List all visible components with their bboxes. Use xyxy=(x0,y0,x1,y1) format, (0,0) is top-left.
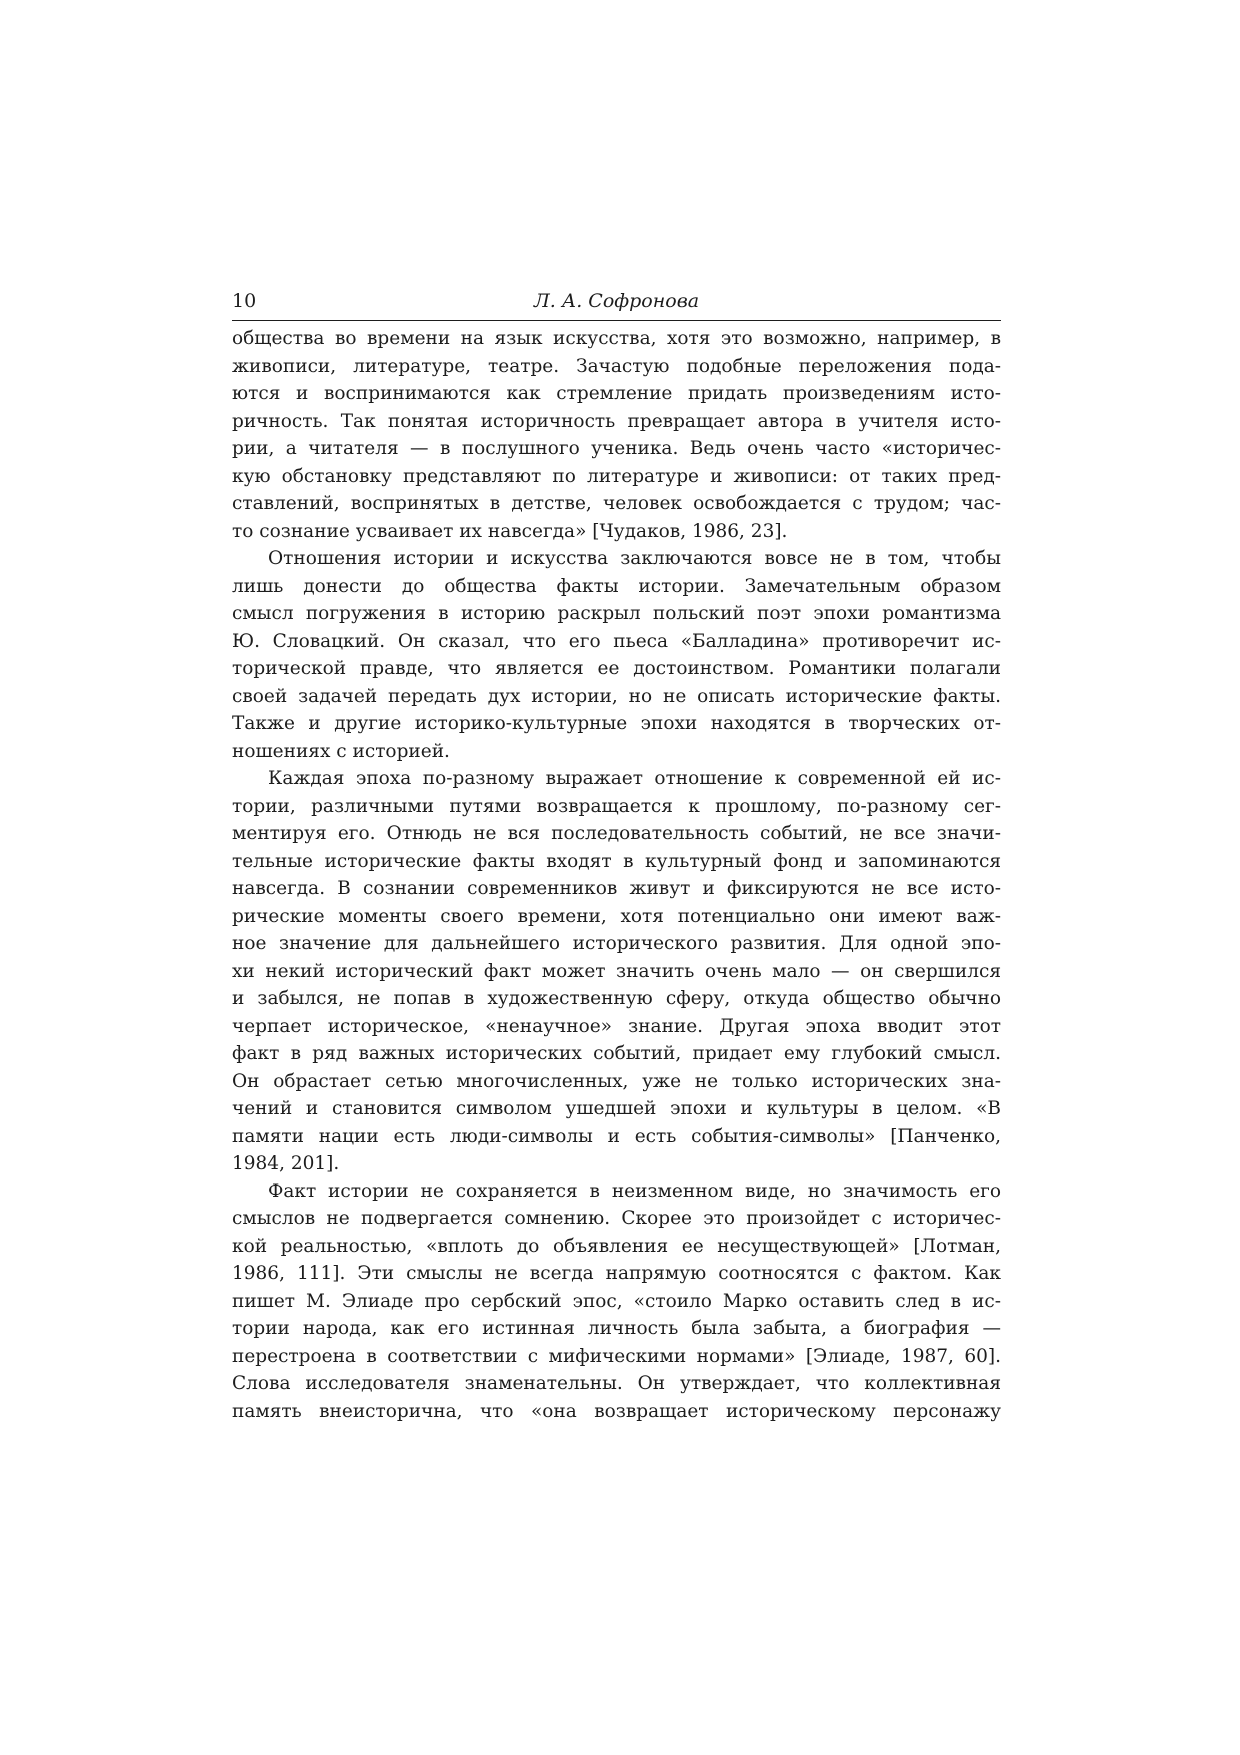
book-page xyxy=(232,288,1001,1425)
text-line: кую обстановку представляют по литературе и живописи: от таких пред- xyxy=(232,465,1001,487)
page-number: 10 xyxy=(232,290,257,312)
text-line: Отношения истории и искусства заключаются вовсе не в том, чтобы xyxy=(268,548,1001,569)
running-head-author: Л. А. Софронова xyxy=(533,290,700,312)
text-line: чений и становится символом ушедшей эпохи и культуры в целом. «В xyxy=(232,1098,1001,1119)
text-line: Он обрастает сетью многочисленных, уже не только исторических зна- xyxy=(232,1070,1001,1092)
text-line: Факт истории не сохраняется в неизменном виде, но значимость его xyxy=(268,1180,1001,1202)
text-line: ношениях с историей. xyxy=(232,740,450,762)
text-line: смыслов не подвергается сомнению. Скорее это произойдет с историчес- xyxy=(232,1208,1001,1229)
text-line: торической правде, что является ее достоинством. Романтики полагали xyxy=(232,658,1001,679)
text-line: кой реальностью, «вплоть до объявления ее несуществующей» [Лотман, xyxy=(232,1235,1001,1257)
text-line: Слова исследователя знаменательны. Он утверждает, что коллективная xyxy=(232,1373,1001,1394)
text-line: тории народа, как его истинная личность была забыта, а биография — xyxy=(232,1318,1001,1339)
text-line: пишет М. Элиаде про сербский эпос, «стоило Марко оставить след в ис- xyxy=(232,1290,1001,1312)
text-line: черпает историческое, «ненаучное» знание. Другая эпоха вводит этот xyxy=(232,1015,1001,1037)
text-line: рические моменты своего времени, хотя потенциально они имеют важ- xyxy=(232,905,1001,927)
text-line: ставлений, воспринятых в детстве, человек освобождается с трудом; час- xyxy=(232,493,1001,514)
text-line: Каждая эпоха по-разному выражает отношение к современной ей ис- xyxy=(268,768,1001,789)
text-line: рии, а читателя — в послушного ученика. Ведь очень часто «историчес- xyxy=(232,438,1001,459)
text-line: 1986, 111]. Эти смыслы не всегда напрямую соотносятся с фактом. Как xyxy=(232,1263,1001,1284)
text-line: память внеисторична, что «она возвращает историческому персонажу xyxy=(232,1400,1001,1422)
text-line: тории, различными путями возвращается к прошлому, по-разному сег- xyxy=(232,795,1001,817)
text-line: Ю. Словацкий. Он сказал, что его пьеса «Балладина» противоречит ис- xyxy=(232,630,1001,652)
text-line: хи некий исторический факт может значить очень мало — он свершился xyxy=(232,960,1001,982)
text-line: своей задачей передать дух истории, но не описать исторические факты. xyxy=(232,685,1001,707)
running-head xyxy=(232,288,1001,321)
text-line: Также и другие историко-культурные эпохи находятся в творческих от- xyxy=(232,713,1001,734)
text-line: 1984, 201]. xyxy=(232,1153,340,1174)
text-line: то сознание усваивает их навсегда» [Чудаков, 1986, 23]. xyxy=(232,520,788,542)
text-line: живописи, литературе, театре. Зачастую подобные переложения пода- xyxy=(232,355,1001,377)
body-text xyxy=(232,325,1001,1425)
text-line: тельные исторические факты входят в культурный фонд и запоминаются xyxy=(232,850,1001,872)
text-line: смысл погружения в историю раскрыл польский поэт эпохи романтизма xyxy=(232,603,1001,624)
text-line: перестроена в соответствии с мифическими нормами» [Элиаде, 1987, 60]. xyxy=(232,1345,1001,1367)
text-line: факт в ряд важных исторических событий, придает ему глубокий смысл. xyxy=(232,1043,1001,1064)
text-line: ричность. Так понятая историчность превращает автора в учителя исто- xyxy=(232,410,1001,432)
text-line: навсегда. В сознании современников живут и фиксируются не все исто- xyxy=(232,878,1001,899)
text-line: ментируя его. Отнюдь не вся последовательность событий, не все значи- xyxy=(232,823,1001,844)
text-line: лишь донести до общества факты истории. Замечательным образом xyxy=(232,575,1001,597)
text-line: ное значение для дальнейшего исторического развития. Для одной эпо- xyxy=(232,933,1001,954)
text-line: и забылся, не попав в художественную сферу, откуда общество обычно xyxy=(232,988,1001,1009)
text-line: общества во времени на язык искусства, хотя это возможно, например, в xyxy=(232,328,1001,349)
text-line: ются и воспринимаются как стремление придать произведениям исто- xyxy=(232,383,1001,404)
text-line: памяти нации есть люди-символы и есть события-символы» [Панченко, xyxy=(232,1125,1001,1147)
